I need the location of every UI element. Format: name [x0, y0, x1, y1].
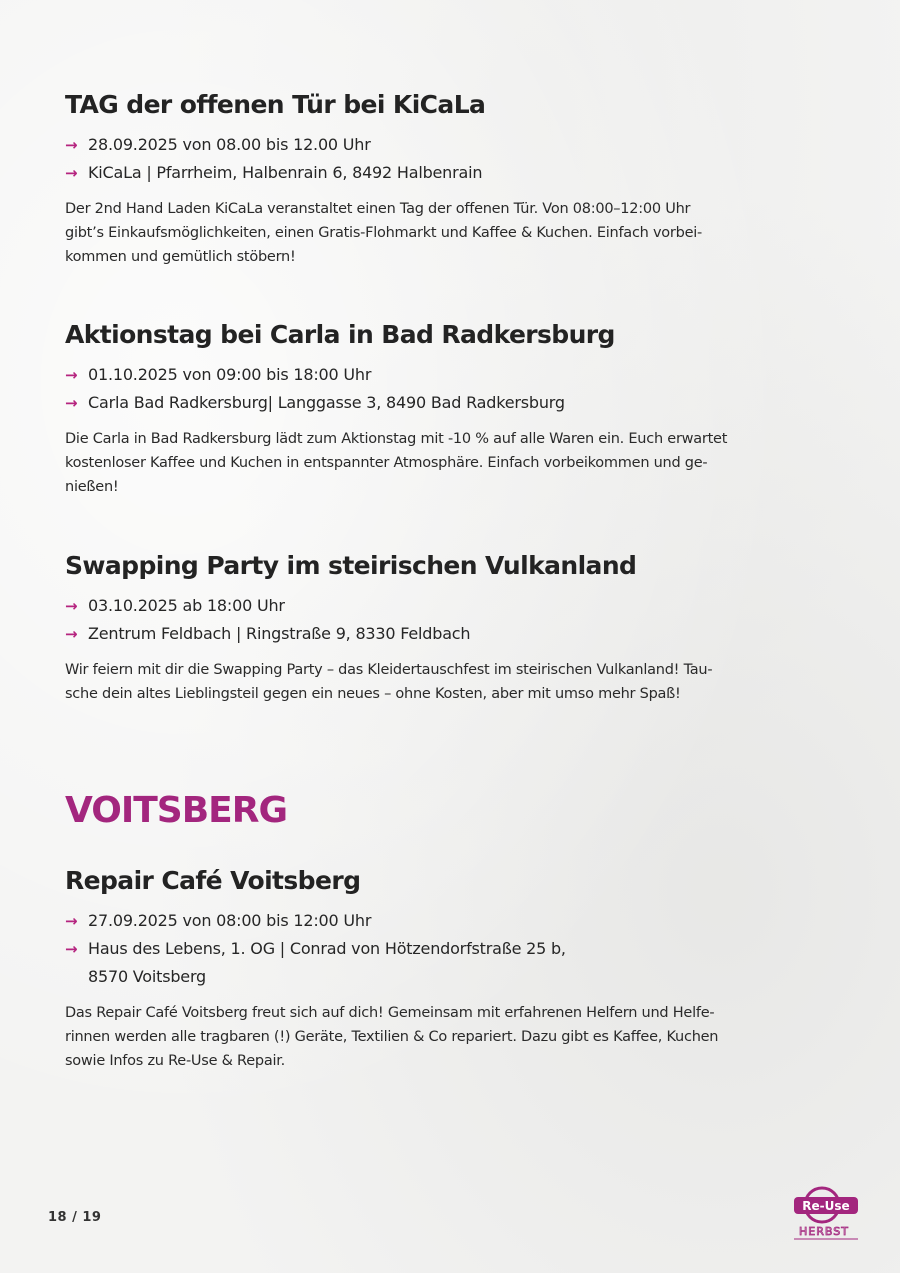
event-date: → 01.10.2025 von 09:00 bis 18:00 Uhr: [65, 361, 727, 389]
event-location: → Carla Bad Radkersburg| Langgasse 3, 8490 Bad Radkersburg: [65, 389, 727, 417]
event-title: Repair Café Voitsberg: [65, 866, 361, 895]
arrow-right-icon: →: [65, 597, 78, 615]
reuse-herbst-logo: [788, 1185, 863, 1243]
event-swapping-party: [65, 551, 712, 706]
event-date: → 03.10.2025 ab 18:00 Uhr: [65, 592, 712, 620]
svg-text:HERBST: HERBST: [799, 1225, 849, 1238]
region-heading: VOITSBERG: [65, 790, 288, 831]
event-meta: [65, 361, 727, 417]
event-title: TAG der offenen Tür bei KiCaLa: [65, 90, 486, 119]
arrow-right-icon: →: [65, 164, 78, 182]
arrow-right-icon: →: [65, 912, 78, 930]
event-meta: [65, 907, 718, 991]
event-location: → Zentrum Feldbach | Ringstraße 9, 8330 Feldbach: [65, 620, 712, 648]
event-date: → 27.09.2025 von 08:00 bis 12:00 Uhr: [65, 907, 718, 935]
arrow-right-icon: →: [65, 625, 78, 643]
event-kicala: [65, 90, 702, 269]
event-meta: [65, 592, 712, 648]
event-title: Aktionstag bei Carla in Bad Radkersburg: [65, 320, 615, 349]
event-location: → Haus des Lebens, 1. OG | Conrad von Hötzendorfstraße 25 b, 8570 Voitsberg: [65, 935, 718, 991]
event-description: Der 2nd Hand Laden KiCaLa veranstaltet einen Tag der offenen Tür. Von 08:00–12:00 Uhr gibt’s Einkaufsmöglichkeiten, einen Gratis-Flohmarkt und Kaffee & Kuchen. Einfach vorbei- kommen und gemütlich stöbern!: [65, 201, 703, 265]
arrow-right-icon: →: [65, 366, 78, 384]
event-location: → KiCaLa | Pfarrheim, Halbenrain 6, 8492 Halbenrain: [65, 159, 702, 187]
page-number: 18 / 19: [48, 1210, 102, 1225]
event-meta: [65, 131, 702, 187]
arrow-right-icon: →: [65, 940, 78, 958]
event-description: Die Carla in Bad Radkersburg lädt zum Aktionstag mit -10 % auf alle Waren ein. Euch erwartet kostenloser Kaffee und Kuchen in entspannter Atmosphäre. Einfach vorbeikommen und ge- nießen!: [65, 431, 728, 495]
event-date: → 28.09.2025 von 08.00 bis 12.00 Uhr: [65, 131, 702, 159]
svg-text:Re-Use: Re-Use: [802, 1199, 850, 1213]
arrow-right-icon: →: [65, 394, 78, 412]
event-title: Swapping Party im steirischen Vulkanland: [65, 551, 637, 580]
event-description: Wir feiern mit dir die Swapping Party – das Kleidertauschfest im steirischen Vulkanland! Tau- sche dein altes Lieblingsteil gegen ein neues – ohne Kosten, aber mit umso mehr Spaß!: [65, 662, 713, 702]
arrow-right-icon: →: [65, 136, 78, 154]
event-description: Das Repair Café Voitsberg freut sich auf dich! Gemeinsam mit erfahrenen Helfern und Helfe- rinnen werden alle tragbaren (!) Geräte, Textilien & Co repariert. Dazu gibt es Kaffee, Kuchen sowie Infos zu Re-Use & Repair.: [65, 1005, 719, 1069]
event-repair-cafe: [65, 866, 718, 1073]
event-carla: [65, 320, 727, 499]
